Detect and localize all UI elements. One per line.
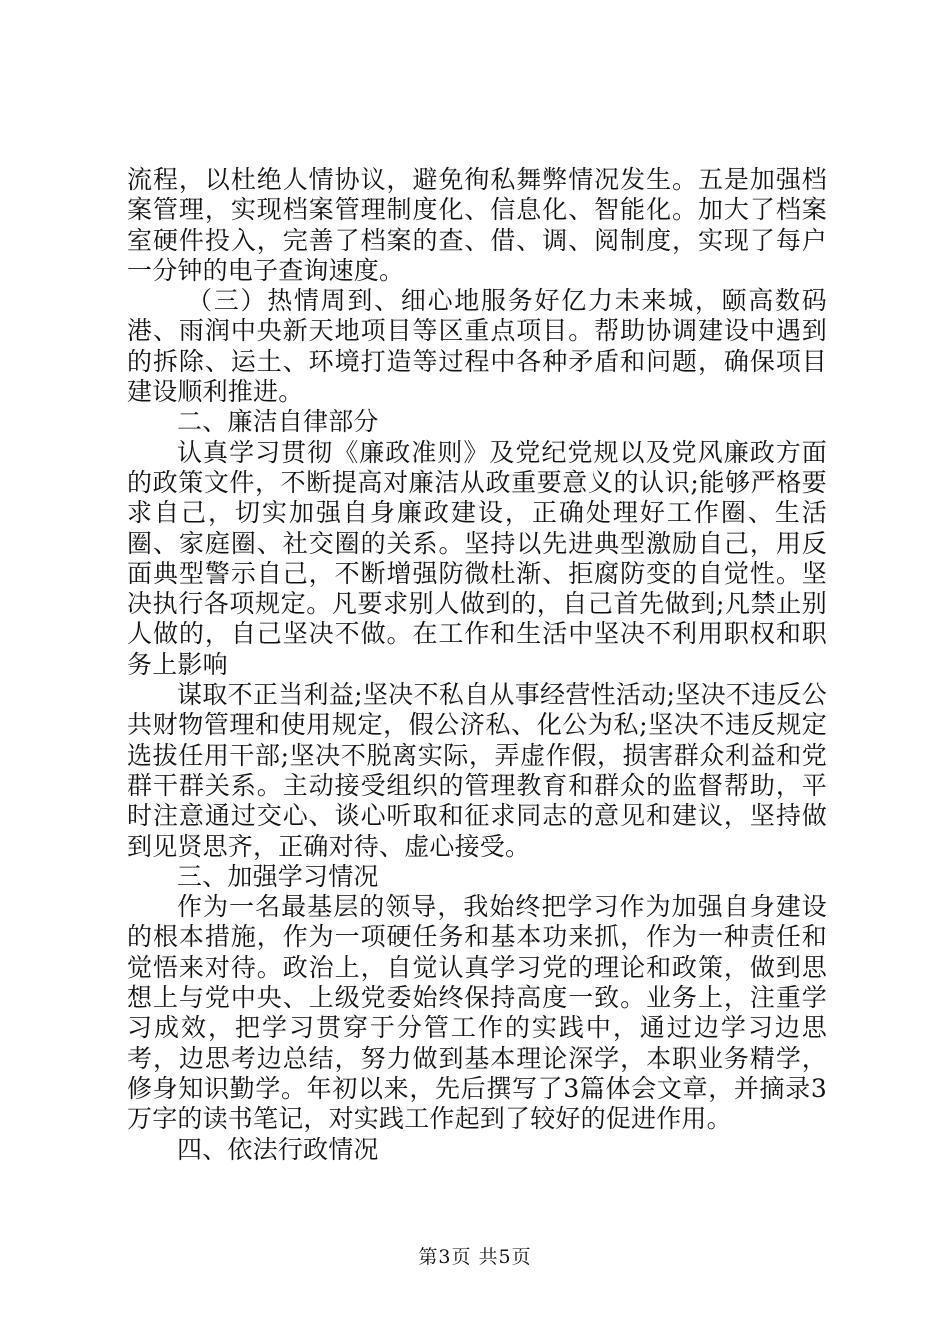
section-heading-law-administration: 四、依法行政情况 — [177, 1134, 379, 1164]
page-number-footer: 第3页 共5页 — [418, 1246, 532, 1268]
paragraph-integrity-rules: 谋取不正当利益;坚决不私自从事经营性活动;坚决不违反公共财物管理和使用规定，假公济私、化公为私;坚决不违反规定选拔任用干部;坚决不脱离实际，弄虚作假，损害群众利益和党群干群关系。主动接受组织的管理教育和群众的监督帮助，平时注意通过交心、谈心听取和征求同志的意见和建议，坚持做到见贤思齐，正确对待、虚心接受。 — [127, 680, 827, 861]
paragraph-key-projects: （三）热情周到、细心地服务好亿力未来城，颐高数码港、雨润中央新天地项目等区重点项目。帮助协调建设中遇到的拆除、运土、环境打造等过程中各种矛盾和问题，确保项目建设顺利推进。 — [127, 286, 827, 407]
paragraph-learning: 作为一名最基层的领导，我始终把学习作为加强自身建设的根本措施，作为一项硬任务和基本功来抓，作为一种责任和觉悟来对待。政治上，自觉认真学习党的理论和政策，做到思想上与党中央、上级党委始终保持高度一致。业务上，注重学习成效，把学习贯穿于分管工作的实践中，通过边学习边思考，边思考边总结，努力做到基本理论深学，本职业务精学，修身知识勤学。年初以来，先后撰写了3篇体会文章，并摘录3万字的读书笔记，对实践工作起到了较好的促进作用。 — [127, 892, 827, 1134]
section-heading-learning: 三、加强学习情况 — [177, 861, 379, 891]
paragraph-archive-management: 流程，以杜绝人情协议，避免徇私舞弊情况发生。五是加强档案管理，实现档案管理制度化、信息化、智能化。加大了档案室硬件投入，完善了档案的查、借、调、阅制度，实现了每户一分钟的电子查询速度。 — [127, 165, 827, 285]
document-body — [127, 165, 827, 1165]
paragraph-integrity-study: 认真学习贯彻《廉政准则》及党纪党规以及党风廉政方面的政策文件，不断提高对廉洁从政重要意义的认识;能够严格要求自己，切实加强自身廉政建设，正确处理好工作圈、生活圈、家庭圈、社交圈的关系。坚持以先进典型激励自己，用反面典型警示自己，不断增强防微杜渐、拒腐防变的自觉性。坚决执行各项规定。凡要求别人做到的，自己首先做到;凡禁止别人做的，自己坚决不做。在工作和生活中坚决不利用职权和职务上影响 — [127, 437, 827, 679]
section-heading-integrity: 二、廉洁自律部分 — [177, 407, 379, 437]
